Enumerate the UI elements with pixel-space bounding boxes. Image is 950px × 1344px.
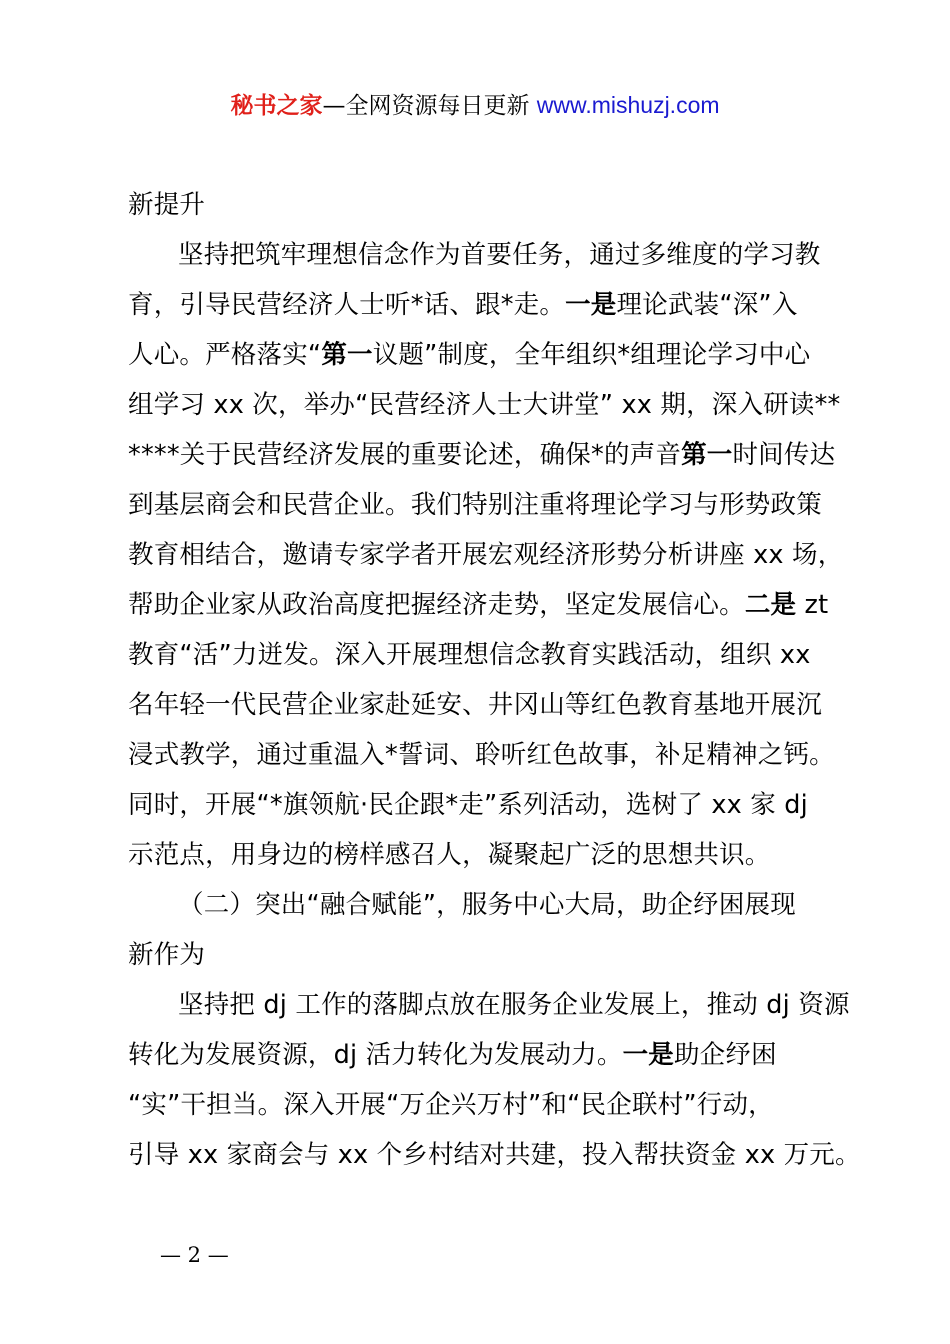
paragraph-line: 到基层商会和民营企业。我们特别注重将理论学习与形势政策 (128, 490, 822, 520)
paragraph-line: 浸式教学，通过重温入*誓词、聆听红色故事，补足精神之钙。 (128, 740, 835, 770)
paragraph-line: 示范点，用身边的榜样感召人，凝聚起广泛的思想共识。 (128, 840, 771, 870)
paragraph-line: 引导 xx 家商会与 xx 个乡村结对共建，投入帮扶资金 xx 万元。 (128, 1140, 861, 1170)
page-header (0, 88, 950, 123)
paragraph-line: ****关于民营经济发展的重要论述，确保*的声音第一时间传达 (128, 440, 836, 470)
page-number: — 2 — (160, 1243, 229, 1267)
paragraph-line: 育，引导民营经济人士听*话、跟*走。一是理论武装“深”入 (128, 290, 798, 320)
paragraph-line: “实”干担当。深入开展“万企兴万村”和“民企联村”行动， (128, 1090, 774, 1120)
paragraph-line: 组学习 xx 次，举办“民营经济人士大讲堂” xx 期，深入研读** (128, 390, 841, 420)
paragraph-line: 教育相结合，邀请专家学者开展宏观经济形势分析讲座 xx 场， (128, 540, 844, 570)
brand-name: 秘书之家 (230, 93, 323, 119)
paragraph-line: 坚持把 dj 工作的落脚点放在服务企业发展上，推动 dj 资源 (178, 990, 850, 1020)
paragraph-line: 帮助企业家从政治高度把握经济走势，坚定发展信心。二是 zt (128, 590, 829, 620)
paragraph-line: 同时，开展“*旗领航·民企跟*走”系列活动，选树了 xx 家 dj (128, 790, 808, 820)
paragraph-line: 新提升 (128, 190, 206, 220)
section-heading: 新作为 (128, 940, 206, 970)
paragraph-line: 转化为发展资源，dj 活力转化为发展动力。一是助企纾困 (128, 1040, 777, 1070)
header-tagline: —全网资源每日更新 (322, 93, 537, 119)
paragraph-line: 名年轻一代民营企业家赴延安、井冈山等红色教育基地开展沉 (128, 690, 822, 720)
paragraph-line: 人心。严格落实“第一议题”制度，全年组织*组理论学习中心 (128, 340, 811, 370)
site-url-link[interactable]: www.mishuzj.com (536, 92, 720, 118)
paragraph-line: 坚持把筑牢理想信念作为首要任务，通过多维度的学习教 (178, 240, 821, 270)
section-heading: （二）突出“融合赋能”，服务中心大局，助企纾困展现 (178, 890, 796, 920)
paragraph-line: 教育“活”力迸发。深入开展理想信念教育实践活动，组织 xx (128, 640, 811, 670)
